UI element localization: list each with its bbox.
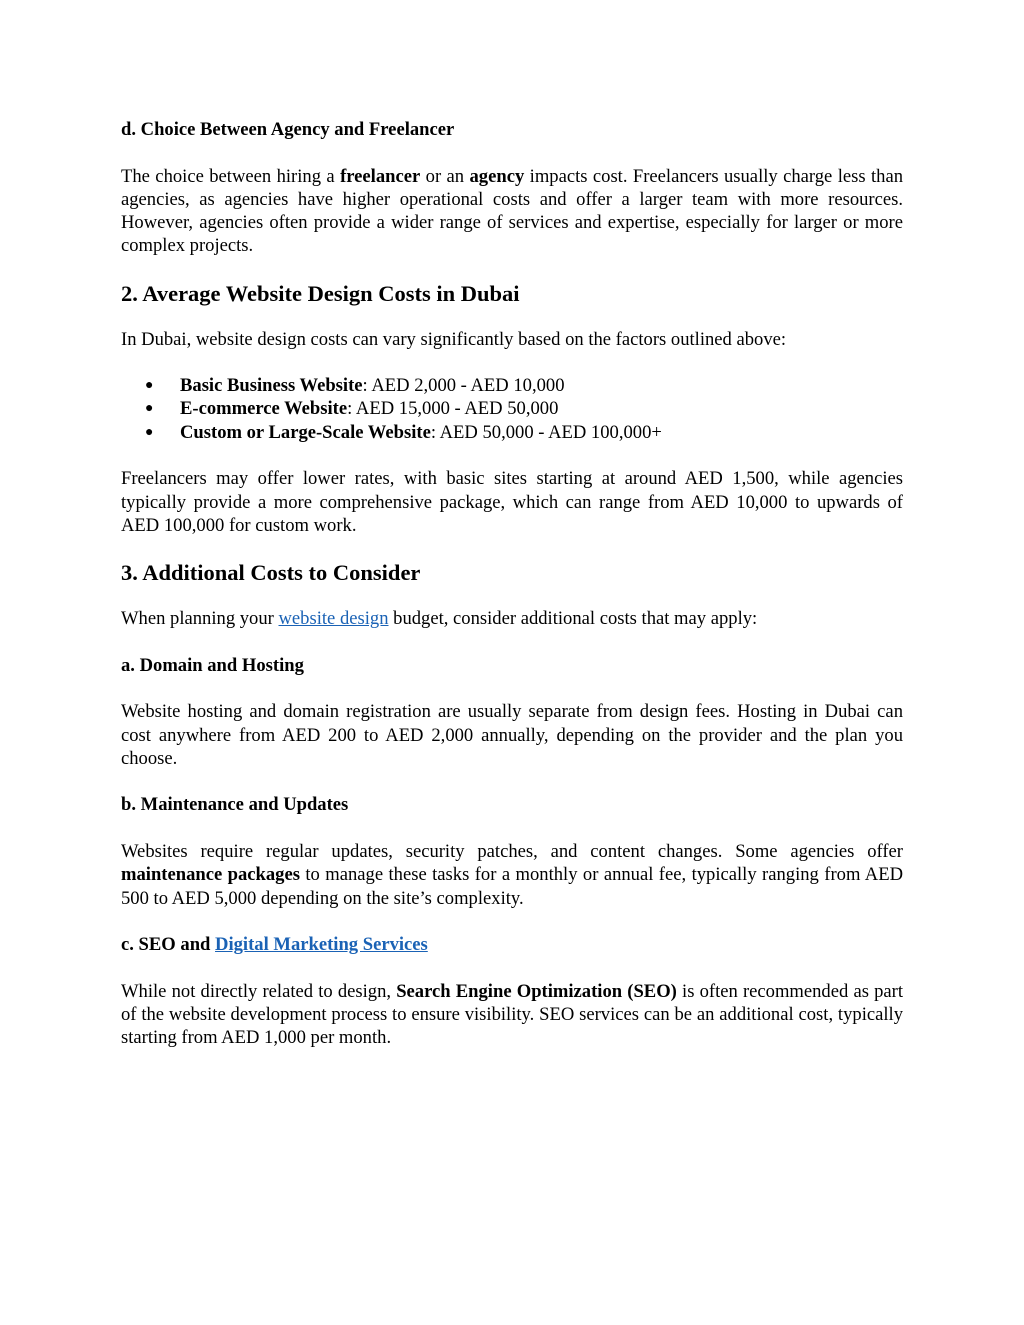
bold-freelancer: freelancer bbox=[340, 165, 421, 187]
heading-additional-costs: 3. Additional Costs to Consider bbox=[121, 559, 421, 585]
paragraph-domain-hosting: Website hosting and domain registration are usually separate from design fees. Hosting in Dubai can cost anywhere from AED 200 to AED 2,000 annually, depending on the provider and the plan you choose. bbox=[121, 701, 903, 769]
paragraph-additional-intro bbox=[121, 607, 903, 630]
subheading-seo bbox=[121, 933, 903, 956]
item-label: Basic Business Website bbox=[180, 375, 363, 397]
bold-agency: agency bbox=[469, 165, 525, 187]
paragraph-agency-vs-freelancer bbox=[121, 165, 903, 258]
subheading-maintenance: b. Maintenance and Updates bbox=[121, 794, 349, 816]
subheading-domain-hosting: a. Domain and Hosting bbox=[121, 654, 304, 676]
item-value: : AED 50,000 - AED 100,000+ bbox=[430, 421, 662, 443]
bold-seo: Search Engine Optimization (SEO) bbox=[396, 980, 677, 1002]
cost-list bbox=[121, 374, 903, 444]
bold-maintenance-packages: maintenance packages bbox=[121, 864, 300, 886]
item-label: E-commerce Website bbox=[180, 398, 348, 420]
item-value: : AED 2,000 - AED 10,000 bbox=[362, 375, 565, 397]
item-label: Custom or Large-Scale Website bbox=[180, 421, 431, 443]
document-page bbox=[121, 118, 903, 1050]
paragraph-maintenance bbox=[121, 840, 903, 910]
list-item bbox=[121, 421, 903, 444]
item-value: : AED 15,000 - AED 50,000 bbox=[347, 398, 559, 420]
text-span: While not directly related to design, bbox=[121, 980, 397, 1002]
text-span: c. SEO and bbox=[121, 934, 216, 956]
bullet-icon: ● bbox=[145, 378, 154, 394]
text-span: impacts cost. Freelancers usually charge less than agencies, as agencies have higher operational costs and offer a larger team with more resources. However, agencies often provide a wider range of services and expertise, especially for larger or more complex projects. bbox=[121, 165, 904, 257]
text-span: is often recommended as part of the website development process to ensure visibility. SEO services can be an additional cost, typically starting from AED 1,000 per month. bbox=[121, 980, 903, 1049]
text-span: Websites require regular updates, security patches, and content changes. Some agencies offer bbox=[121, 841, 903, 863]
list-item bbox=[121, 374, 903, 397]
paragraph-seo bbox=[121, 980, 903, 1050]
bullet-icon: ● bbox=[145, 424, 154, 440]
website-design-link[interactable]: website design bbox=[278, 607, 389, 629]
paragraph-freelancer-rates: Freelancers may offer lower rates, with basic sites starting at around AED 1,500, while agencies typically provide a more comprehensive package, which can range from AED 10,000 to upwards of AED 100,000 for custom work. bbox=[121, 468, 903, 536]
subheading-choice-agency-freelancer: d. Choice Between Agency and Freelancer bbox=[121, 119, 455, 140]
list-item bbox=[121, 397, 903, 420]
bullet-icon: ● bbox=[145, 401, 154, 417]
text-span: budget, consider additional costs that may apply: bbox=[388, 607, 758, 629]
digital-marketing-link[interactable]: Digital Marketing Services bbox=[215, 934, 428, 956]
text-span: or an bbox=[420, 165, 470, 187]
paragraph-costs-intro: In Dubai, website design costs can vary significantly based on the factors outlined above: bbox=[121, 328, 787, 350]
text-span: When planning your bbox=[121, 607, 279, 629]
heading-average-costs: 2. Average Website Design Costs in Dubai bbox=[121, 280, 520, 306]
text-span: to manage these tasks for a monthly or annual fee, typically ranging from AED 500 to AED 5,000 depending on the site’s complexity. bbox=[121, 864, 904, 909]
text-span: The choice between hiring a bbox=[121, 165, 341, 187]
